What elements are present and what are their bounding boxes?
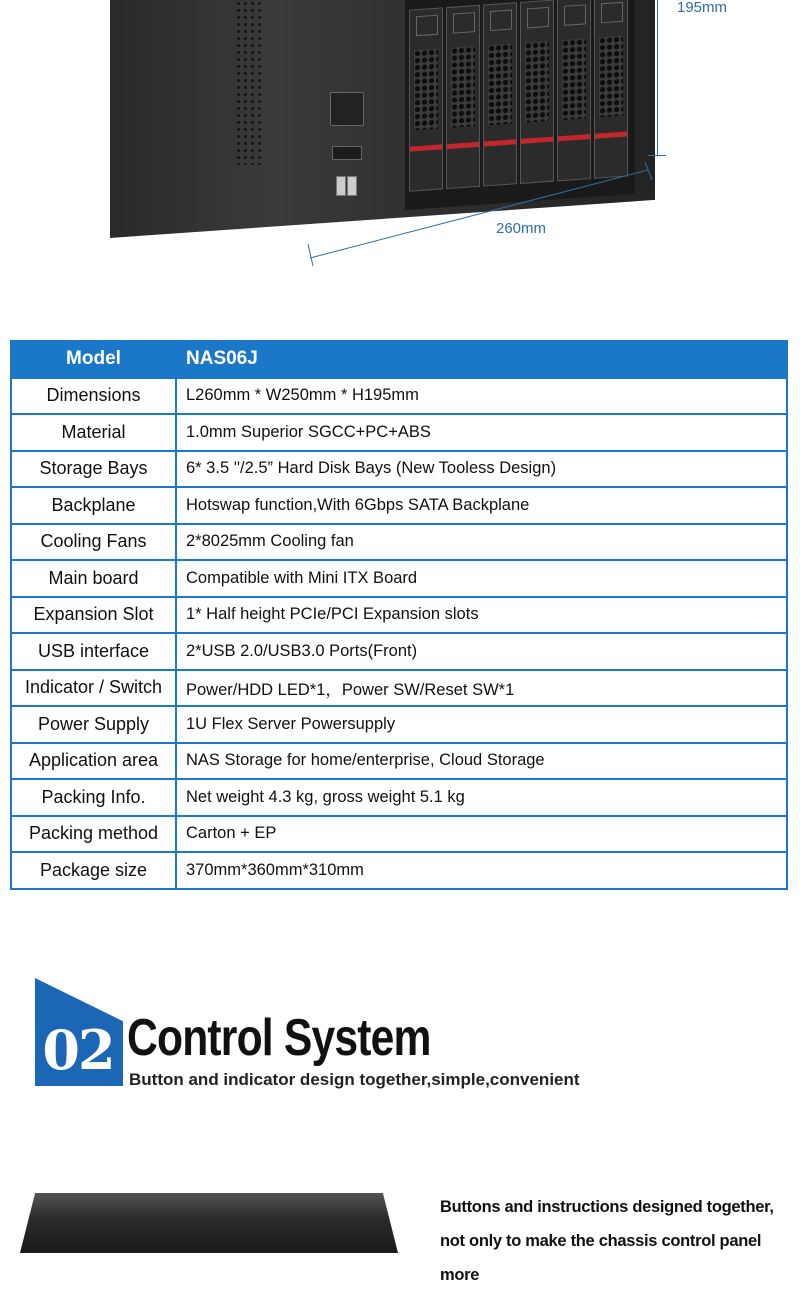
spec-table-header	[11, 341, 787, 378]
spec-value: NAS06J	[176, 341, 787, 378]
spec-value: NAS Storage for home/enterprise, Cloud Storage	[176, 743, 787, 780]
height-dimension-label: 195mm	[677, 0, 728, 16]
spec-value: Power/HDD LED*1，Power SW/Reset SW*1	[176, 670, 787, 707]
drive-bay	[520, 0, 554, 184]
description-line: not only to make the chassis control panel more	[440, 1232, 762, 1284]
table-row	[11, 706, 787, 743]
table-row	[11, 487, 787, 524]
spec-label: Expansion Slot	[11, 597, 176, 634]
table-row	[11, 378, 787, 415]
power-button-icon	[330, 92, 364, 126]
spec-value: 1.0mm Superior SGCC+PC+ABS	[176, 414, 787, 451]
spec-label: Material	[11, 414, 176, 451]
spec-label: Cooling Fans	[11, 524, 176, 561]
spec-value: Carton + EP	[176, 816, 787, 853]
spec-label: Main board	[11, 560, 176, 597]
table-row	[11, 852, 787, 889]
table-row	[11, 743, 787, 780]
table-row	[11, 779, 787, 816]
spec-label: Indicator / Switch	[11, 670, 176, 707]
spec-value: 370mm*360mm*310mm	[176, 852, 787, 889]
spec-label: Packing Info.	[11, 779, 176, 816]
spec-value: 1* Half height PCIe/PCI Expansion slots	[176, 597, 787, 634]
spec-value: 2*USB 2.0/USB3.0 Ports(Front)	[176, 633, 787, 670]
spec-label: Power Supply	[11, 706, 176, 743]
table-row	[11, 597, 787, 634]
reset-button-icon	[332, 146, 362, 160]
drive-bay	[557, 0, 591, 181]
drive-bay	[483, 2, 517, 186]
table-row	[11, 560, 787, 597]
spec-table	[10, 340, 788, 890]
spec-label: Backplane	[11, 487, 176, 524]
product-photo	[0, 0, 800, 300]
description-line: Buttons and instructions designed together,	[440, 1198, 774, 1216]
spec-label: Dimensions	[11, 378, 176, 415]
spec-value: Net weight 4.3 kg, gross weight 5.1 kg	[176, 779, 787, 816]
section-title: Control System	[127, 1009, 431, 1067]
spec-label: Package size	[11, 852, 176, 889]
table-row	[11, 451, 787, 488]
spec-value: 6* 3.5 ''/2.5” Hard Disk Bays (New Tooless Design)	[176, 451, 787, 488]
side-vent	[235, 0, 263, 165]
spec-label: Application area	[11, 743, 176, 780]
section-number: 02	[42, 1018, 114, 1082]
spec-value: 2*8025mm Cooling fan	[176, 524, 787, 561]
length-dimension-label: 260mm	[496, 220, 547, 237]
spec-value: Compatible with Mini ITX Board	[176, 560, 787, 597]
spec-value: Hotswap function,With 6Gbps SATA Backplane	[176, 487, 787, 524]
section-description	[440, 1190, 800, 1292]
spec-label: Model	[11, 341, 176, 378]
spec-label: Packing method	[11, 816, 176, 853]
spec-label: USB interface	[11, 633, 176, 670]
table-row	[11, 524, 787, 561]
spec-label: Storage Bays	[11, 451, 176, 488]
spec-value: 1U Flex Server Powersupply	[176, 706, 787, 743]
height-dimension-tick	[648, 155, 666, 156]
height-dimension-line	[657, 0, 658, 156]
spec-value: L260mm * W250mm * H195mm	[176, 378, 787, 415]
table-row	[11, 670, 787, 707]
table-row	[11, 414, 787, 451]
control-panel-chassis-image	[20, 1193, 398, 1253]
table-row	[11, 816, 787, 853]
drive-bay	[594, 0, 628, 179]
section-subtitle: Button and indicator design together,simple,convenient	[129, 1070, 580, 1089]
length-dimension-line	[300, 160, 660, 270]
table-row	[11, 633, 787, 670]
